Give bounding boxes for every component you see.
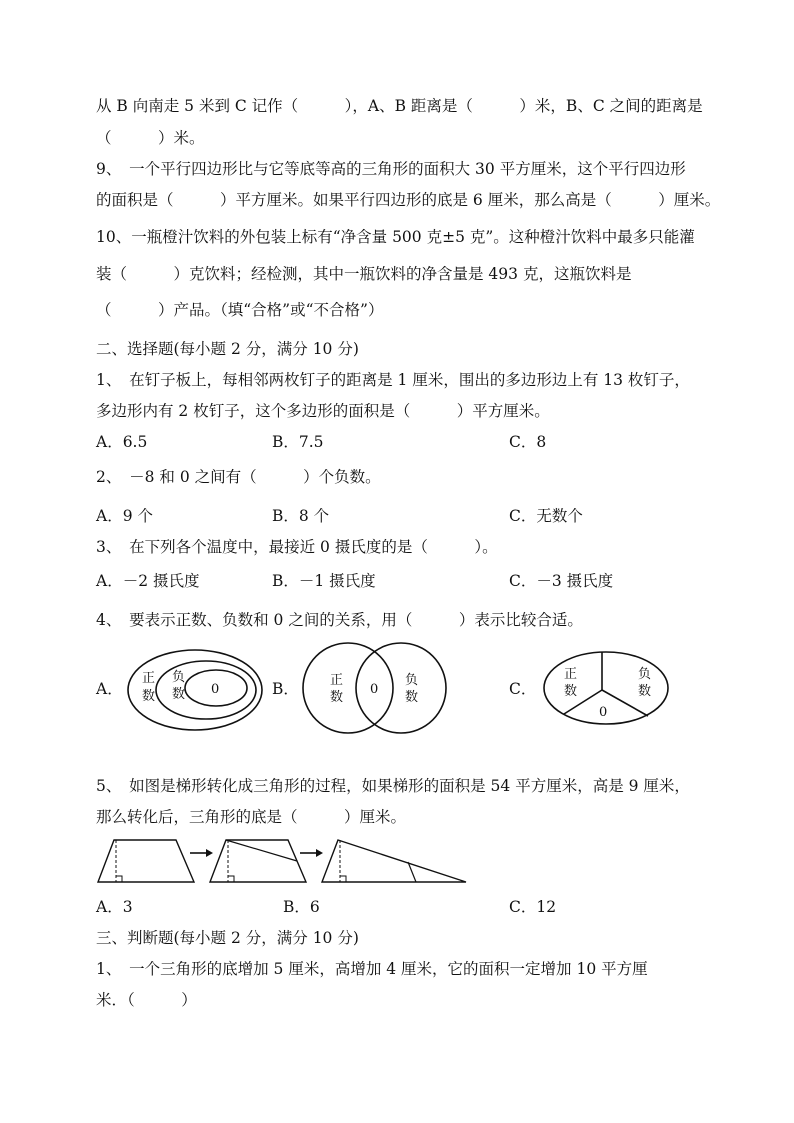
s2-q2-stem: 2、 －8 和 0 之间有（ ）个负数。 (96, 468, 381, 486)
diagram-c-label-negative-1: 负 (638, 667, 652, 682)
diagram-a-label-zero: 0 (211, 682, 220, 697)
s2-q4-label-c: C． (509, 680, 537, 698)
diagram-a-label-negative-1: 负 (172, 670, 186, 685)
diagram-c-label-negative-2: 数 (638, 684, 652, 699)
s3-q1-line-1: 1、 一个三角形的底增加 5 厘米，高增加 4 厘米，它的面积一定增加 10 平方厘 (96, 960, 648, 978)
triangle-figure (322, 840, 466, 882)
s2-q3-stem: 3、 在下列各个温度中，最接近 0 摄氏度的是（ ）。 (96, 538, 498, 556)
diagram-b-label-zero: 0 (370, 682, 379, 697)
trapezoid-figure-1 (98, 840, 194, 882)
s2-q5-line-2: 那么转化后，三角形的底是（ ）厘米。 (96, 808, 407, 826)
trapezoid-figure-2 (210, 840, 306, 882)
s2-q1-option-b: B．7.5 (272, 433, 324, 451)
s2-q5-line-1: 5、 如图是梯形转化成三角形的过程，如果梯形的面积是 54 平方厘米，高是 9 厘米， (96, 777, 690, 795)
q9-line-2: 的面积是（ ）平方厘米。如果平行四边形的底是 6 厘米，那么高是（ ）厘米。 (96, 191, 721, 209)
s2-q5-option-b: B．6 (283, 898, 320, 916)
diagram-c-divided-ellipse (542, 650, 672, 728)
s2-q3-option-a: A．－2 摄氏度 (96, 572, 200, 590)
diagram-a-label-negative-2: 数 (172, 687, 186, 702)
section2-heading: 二、选择题(每小题 2 分，满分 10 分) (96, 340, 359, 358)
s2-q2-option-a: A．9 个 (96, 507, 153, 525)
q9-line-1: 9、 一个平行四边形比与它等底等高的三角形的面积大 30 平方厘米，这个平行四边形 (96, 160, 686, 178)
diagram-c-label-zero: 0 (599, 705, 608, 720)
s2-q5-option-c: C．12 (509, 898, 557, 916)
q10-line-1: 10、一瓶橙汁饮料的外包装上标有“净含量 500 克±5 克”。这种橙汁饮料中最多只能灌 (96, 228, 695, 246)
trapezoid-to-triangle-figure (94, 834, 470, 886)
s2-q2-option-c: C．无数个 (509, 507, 583, 525)
s2-q4-stem: 4、 要表示正数、负数和 0 之间的关系，用（ ）表示比较合适。 (96, 611, 583, 629)
diagram-b-label-positive-1: 正 (330, 673, 344, 688)
q10-line-2: 装（ ）克饮料；经检测，其中一瓶饮料的净含量是 493 克，这瓶饮料是 (96, 265, 632, 283)
diagram-c-label-positive-2: 数 (564, 684, 578, 699)
diagram-b-overlapping-circles (300, 640, 448, 736)
diagram-a-nested-ellipses (126, 648, 266, 734)
s2-q1-option-a: A．6.5 (96, 433, 148, 451)
diagram-b-label-positive-2: 数 (330, 690, 344, 705)
diagram-b-label-negative-1: 负 (405, 673, 419, 688)
s2-q4-label-b: B． (272, 680, 299, 698)
intro-line-1: 从 B 向南走 5 米到 C 记作（ ），A、B 距离是（ ）米，B、C 之间的距离是 (96, 97, 703, 115)
s2-q5-option-a: A．3 (96, 898, 133, 916)
s2-q3-option-c: C．－3 摄氏度 (509, 572, 614, 590)
diagram-b-label-negative-2: 数 (405, 690, 419, 705)
s2-q3-option-b: B．－1 摄氏度 (272, 572, 376, 590)
section3-heading: 三、判断题(每小题 2 分，满分 10 分) (96, 929, 359, 947)
q10-line-3: （ ）产品。（填“合格”或“不合格”） (96, 301, 384, 319)
s2-q1-line-2: 多边形内有 2 枚钉子，这个多边形的面积是（ ）平方厘米。 (96, 402, 550, 420)
intro-line-2: （ ）米。 (96, 129, 205, 147)
s2-q2-option-b: B．8 个 (272, 507, 330, 525)
diagram-c-label-positive-1: 正 (564, 667, 578, 682)
s2-q1-line-1: 1、 在钉子板上，每相邻两枚钉子的距离是 1 厘米，围出的多边形边上有 13 枚钉子， (96, 371, 690, 389)
arrow-right-icon (300, 849, 323, 857)
s3-q1-line-2: 米．（ ） (96, 991, 197, 1009)
s2-q1-option-c: C．8 (509, 433, 547, 451)
diagram-a-label-positive-1: 正 (142, 671, 156, 686)
diagram-a-label-positive-2: 数 (142, 689, 156, 704)
arrow-right-icon (190, 849, 213, 857)
s2-q4-label-a: A． (96, 680, 123, 698)
